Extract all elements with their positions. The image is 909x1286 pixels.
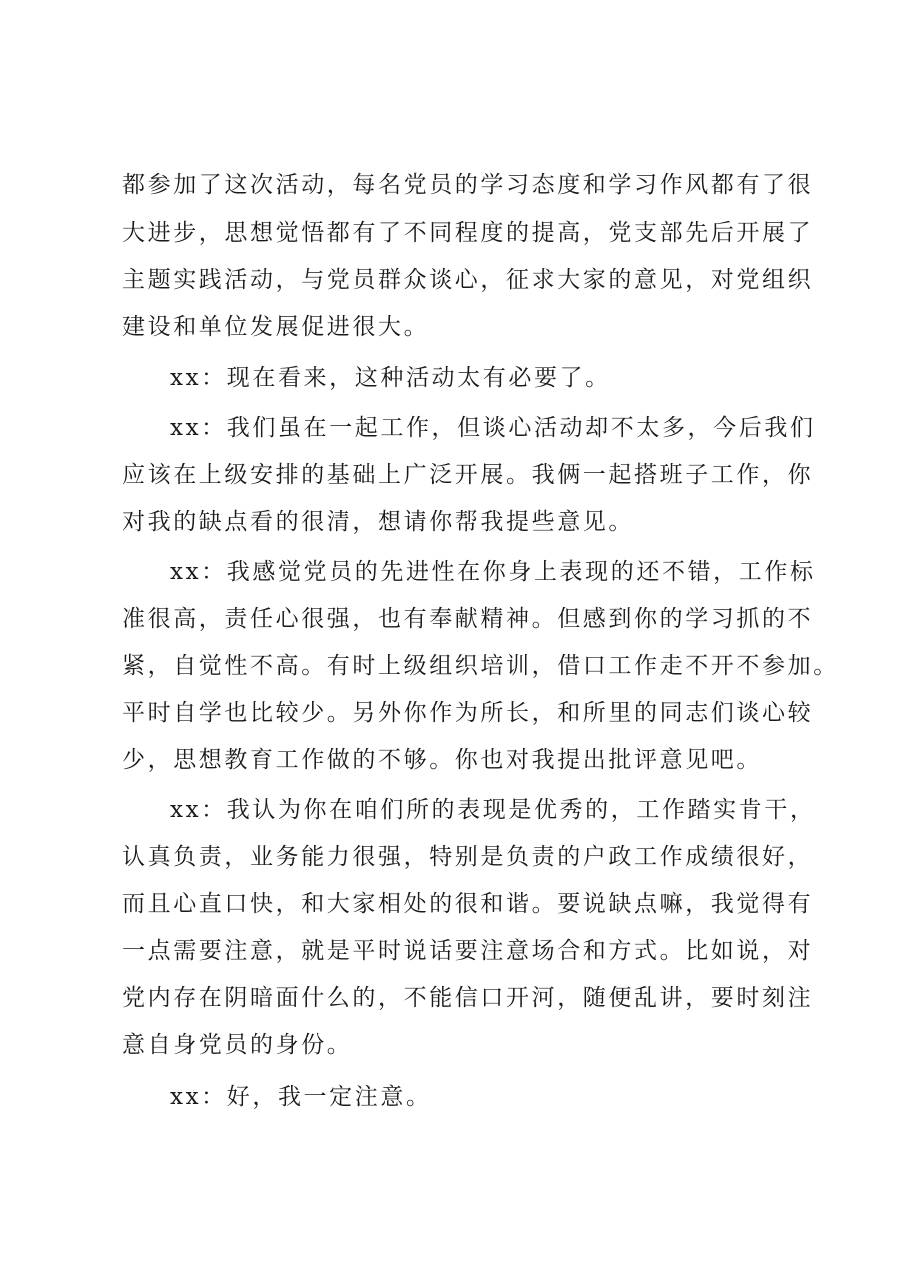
text-line: 都参加了这次活动，每名党员的学习态度和学习作风都有了很 [122,172,814,198]
text-line: 主题实践活动，与党员群众谈心，征求大家的意见，对党组织 [122,267,814,293]
dialogue-line: xx：我们虽在一起工作，但谈心活动却不太多，今后我们 [170,415,816,441]
text-line: 一点需要注意，就是平时说话要注意场合和方式。比如说，对 [122,938,814,964]
text-line: 对我的缺点看的很清，想请你帮我提些意见。 [122,509,634,535]
text-line: 而且心直口快，和大家相处的很和谐。要说缺点嘛，我觉得有 [122,891,814,917]
dialogue-line: xx：现在看来，这种活动太有必要了。 [170,365,611,391]
text-line: 平时自学也比较少。另外你作为所长，和所里的同志们谈心较 [122,700,814,726]
text-line: 少，思想教育工作做的不够。你也对我提出批评意见吧。 [122,747,762,773]
text-line: 党内存在阴暗面什么的，不能信口开河，随便乱讲，要时刻注 [122,985,814,1011]
text-line: 意自身党员的身份。 [122,1032,353,1058]
dialogue-line: xx：好，我一定注意。 [170,1084,432,1110]
text-line: 大进步，思想觉悟都有了不同程度的提高，党支部先后开展了 [122,220,814,246]
text-line: 紧，自觉性不高。有时上级组织培训，借口工作走不开不参加。 [122,653,839,679]
dialogue-line: xx：我认为你在咱们所的表现是优秀的，工作踏实肯干， [170,797,816,823]
dialogue-line: xx：我感觉党员的先进性在你身上表现的还不错，工作标 [170,559,816,585]
text-line: 建设和单位发展促进很大。 [122,314,430,340]
text-line: 准很高，责任心很强，也有奉献精神。但感到你的学习抓的不 [122,606,814,632]
text-line: 认真负责，业务能力很强，特别是负责的户政工作成绩很好， [122,844,814,870]
text-line: 应该在上级安排的基础上广泛开展。我俩一起搭班子工作，你 [122,462,814,488]
